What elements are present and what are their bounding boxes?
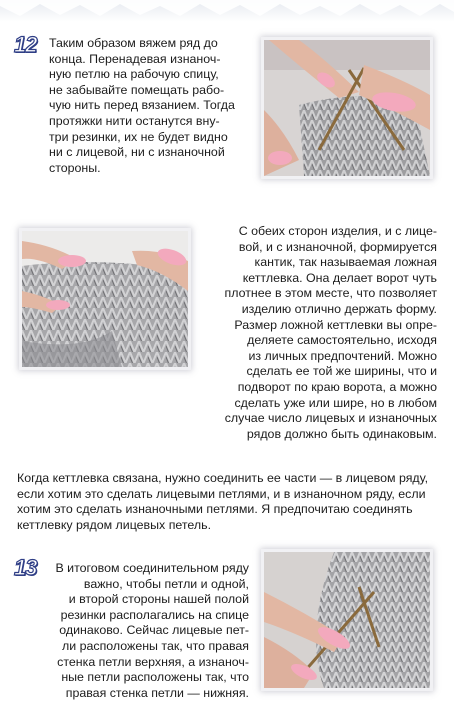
step-number-12: 12 (14, 32, 37, 57)
kettlevka-text: С обеих сторон изделия, и с лице- вой, и с изнаночной, формируется кантик, так называемая ложная кеттлевка. Она делает ворот чуть плотнее в этом месте, что позволяет изделию отлично держать форму. Размер ложной кеттлевки вы опре- деляете самостоятельно, исходя из личных предпочтений. Можно сделать ее той же ширины, что и подворот по краю ворота, а можно сделать уже или шире, но в любом случае число лицевых и изнаночных рядов должно быть одинаковым. (224, 224, 437, 441)
photo-step-12 (264, 40, 430, 176)
header-decoration (0, 0, 454, 22)
step-number-13: 13 (14, 555, 37, 580)
photo-step-13 (264, 552, 430, 688)
photo-kettlevka (22, 231, 188, 367)
step-12-text: Таким образом вяжем ряд до конца. Перенадевая изнаноч- ную петлю на рабочую спицу, не забывайте помещать рабо- чую нить перед вязанием. Тогда протяжки нити останутся вну- три резинки, их не будет видно ни с лицевой, ни с изнаночной стороны. (49, 36, 235, 175)
joining-text: Когда кеттлевка связана, нужно соединить ее части — в лицевом ряду, если хотим это сделать лицевыми петлями, и в изнаночном ряду, если хотим это сделать изнаночными петлями. Я предпочитаю соединять кеттлевку рядом лицевых петель. (17, 471, 429, 532)
step-13-text: В итоговом соединительном ряду важно, чтобы петли и одной, и второй стороны нашей полой резинки располагались на спице одинаково. Сейчас лицевые пет- ли расположены так, что правая стенка петли верхняя, а изнаноч- ные петли расположены так, что правая стенка петли — нижняя. (55, 561, 249, 700)
